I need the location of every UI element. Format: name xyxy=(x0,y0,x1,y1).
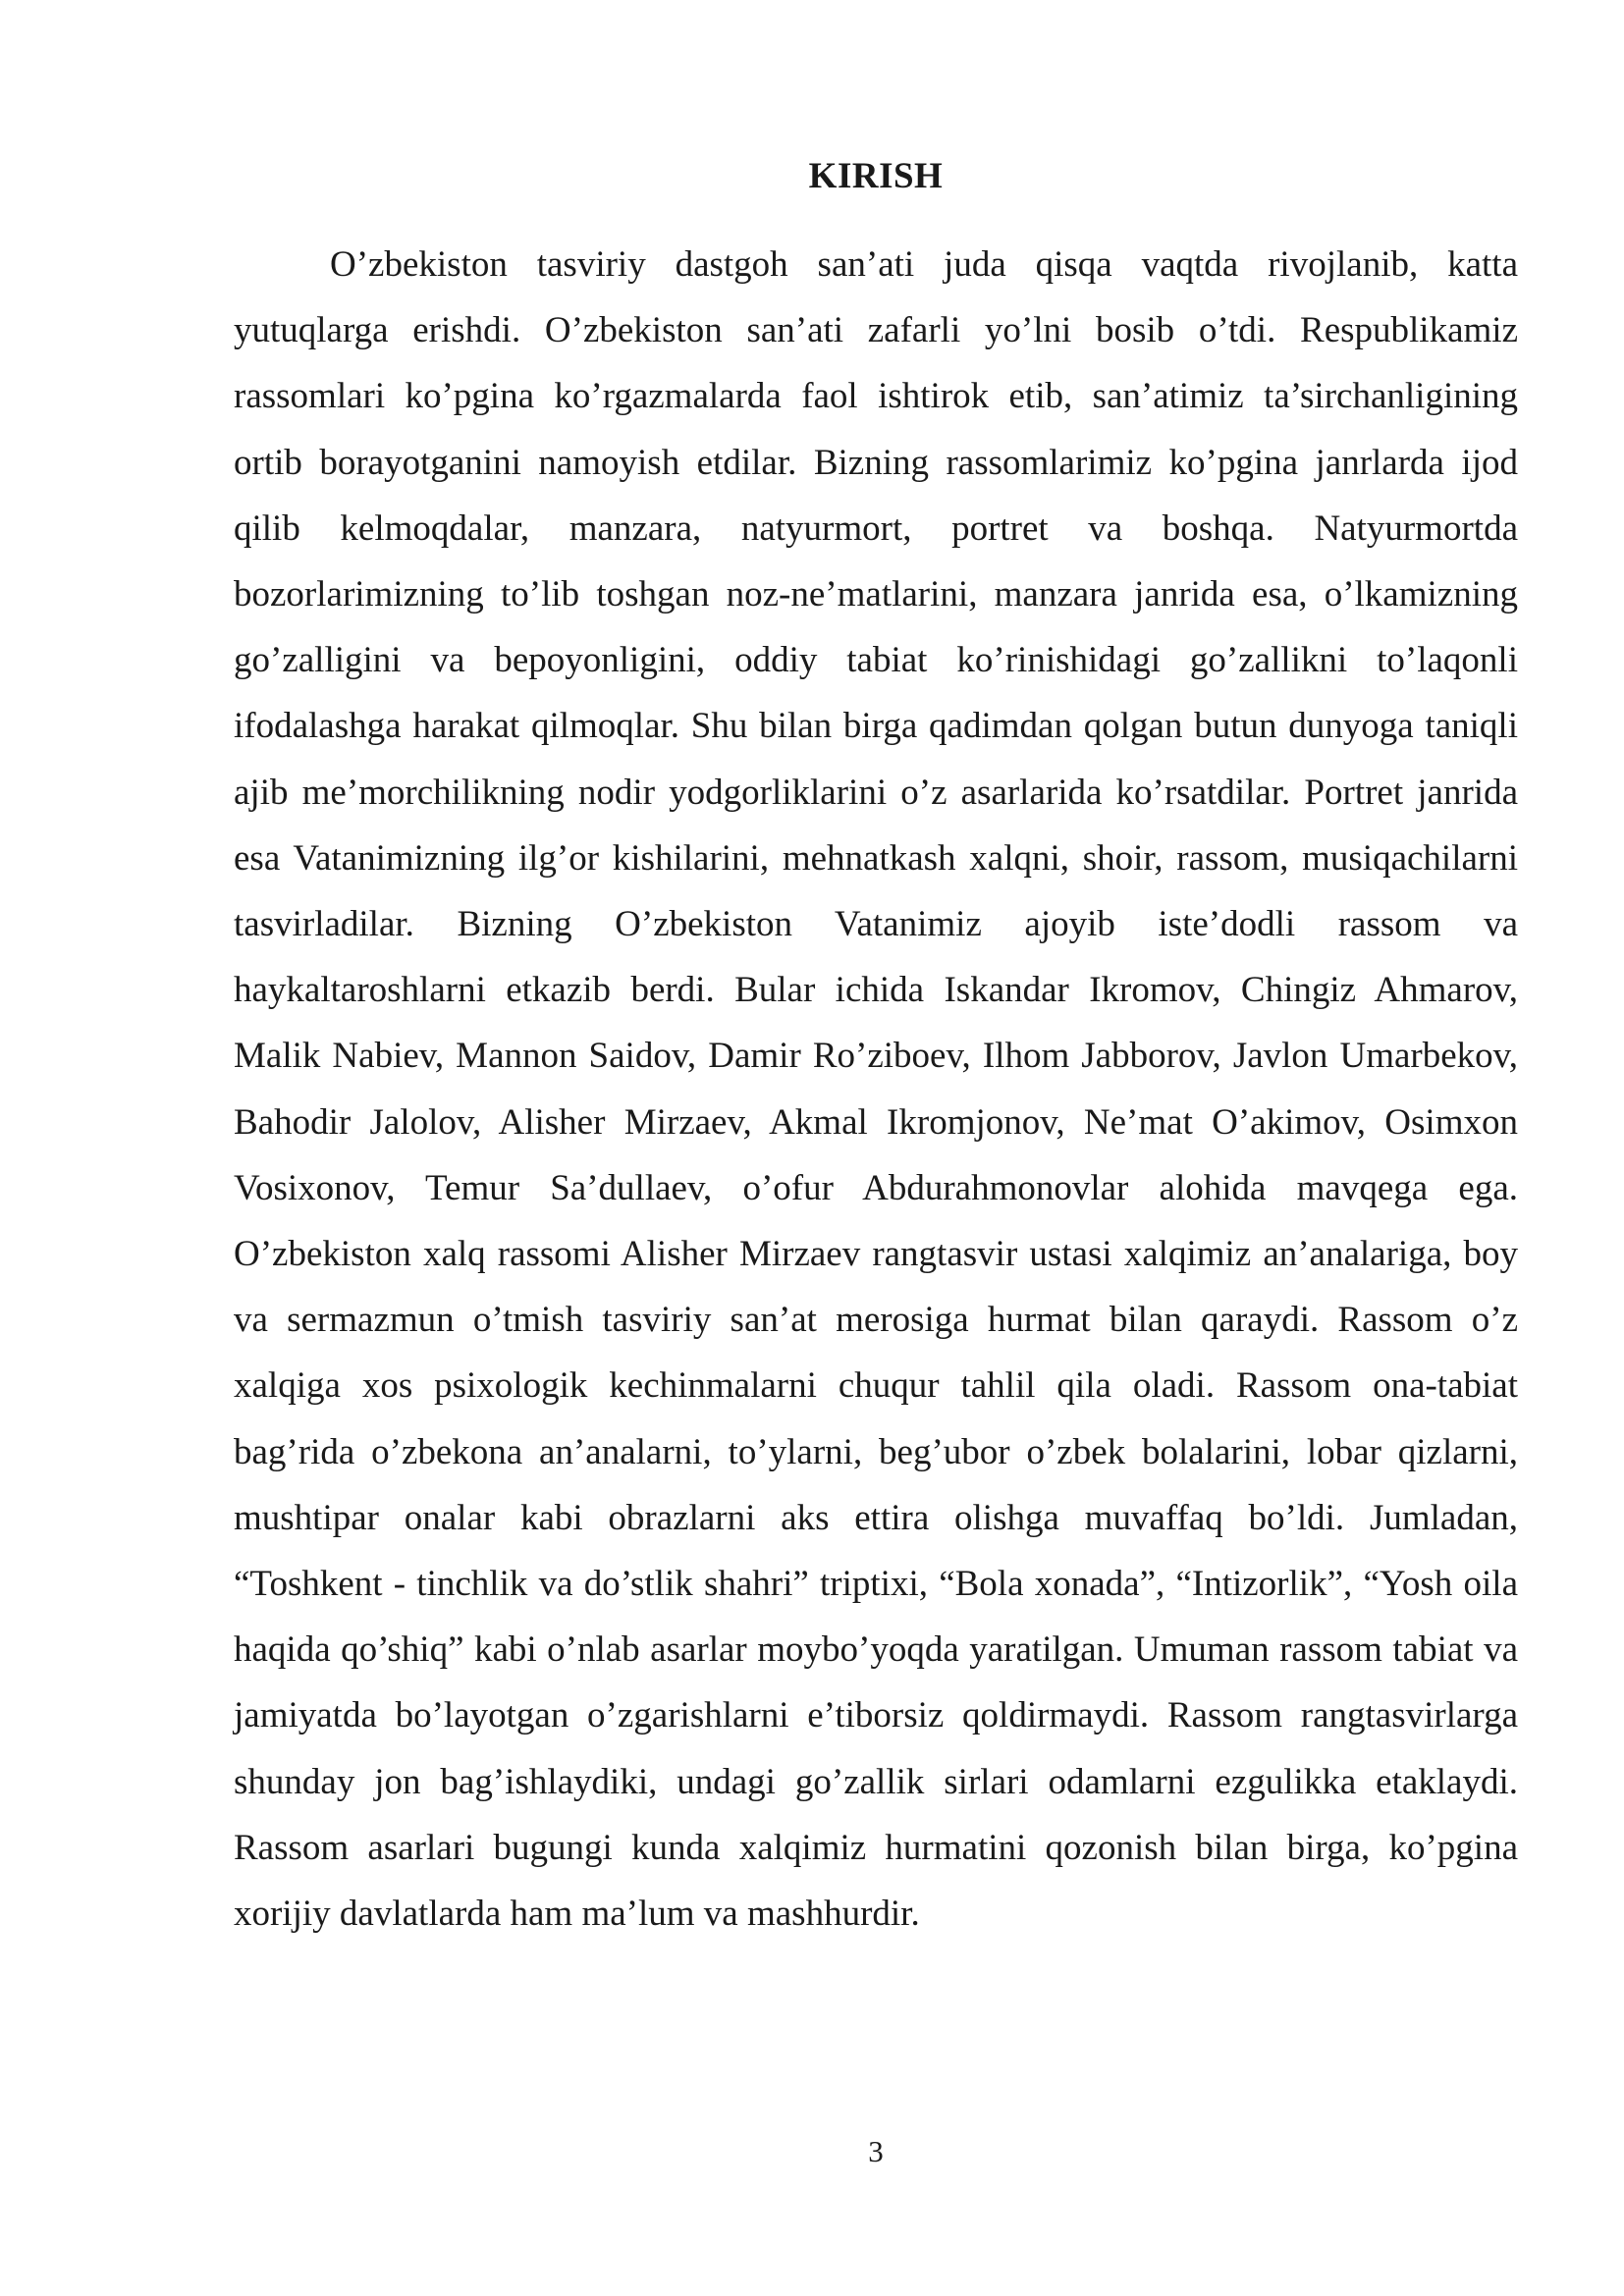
page-number: 3 xyxy=(868,2134,884,2168)
body-paragraph: O’zbekiston tasviriy dastgoh san’ati juda qisqa vaqtda rivojlanib, katta yutuqlarga erishdi. O’zbekiston san’ati zafarli yo’lni bosib o’tdi. Respublikamiz rassomlari ko’pgina ko’rgazmalarda faol ishtirok etib, san’atimiz ta’sirchanligining ortib borayotganini namoyish etdilar. Bizning rassomlarimiz ko’pgina janrlarda ijod qilib kelmoqdalar, manzara, natyurmort, portret va boshqa. Natyurmortda bozorlarimizning to’lib toshgan noz-ne’matlarini, manzara janrida esa, o’lkamizning go’zalligini va bepoyonligini, oddiy tabiat ko’rinishidagi go’zallikni to’laqonli ifodalashga harakat qilmoqlar. Shu bilan birga qadimdan qolgan butun dunyoga taniqli ajib me’morchilikning nodir yodgorliklarini o’z asarlarida ko’rsatdilar. Portret janrida esa Vatanimizning ilg’or kishilarini, mehnatkash xalqni, shoir, rassom, musiqachilarni tasvirladilar. Bizning O’zbekiston Vatanimiz ajoyib iste’dodli rassom va haykaltaroshlarni etkazib berdi. Bular ichida Iskandar Ikromov, Chingiz Ahmarov, Malik Nabiev, Mannon Saidov, Damir Ro’ziboev, Ilhom Jabborov, Javlon Umarbekov, Bahodir Jalolov, Alisher Mirzaev, Akmal Ikromjonov, Ne’mat O’akimov, Osimxon Vosixonov, Temur Sa’dullaev, o’ofur Abdurahmonovlar alohida mavqega ega. O’zbekiston xalq rassomi Alisher Mirzaev rangtasvir ustasi xalqimiz an’analariga, boy va sermazmun o’tmish tasviriy san’at merosiga hurmat bilan qaraydi. Rassom o’z xalqiga xos psixologik kechinmalarni chuqur tahlil qila oladi. Rassom ona-tabiat bag’rida o’zbekona an’analarni, to’ylarni, beg’ubor o’zbek bolalarini, lobar qizlarni, mushtipar onalar kabi obrazlarni aks ettira olishga muvaffaq bo’ldi. Jumladan, “Toshkent - tinchlik va do’stlik shahri” triptixi, “Bola xonada”, “Intizorlik”, “Yosh oila haqida qo’shiq” kabi o’nlab asarlar moybo’yoqda yaratilgan. Umuman rassom tabiat va jamiyatda bo’layotgan o’zgarishlarni e’tiborsiz qoldirmaydi. Rassom rangtasvirlarga shunday jon bag’ishlaydiki, undagi go’zallik sirlari odamlarni ezgulikka etaklaydi. Rassom asarlari bugungi kunda xalqimiz hurmatini qozonish bilan birga, ko’pgina xorijiy davlatlarda ham ma’lum va mashhurdir. xyxy=(234,244,1518,1935)
section-title: KIRISH xyxy=(808,156,944,196)
